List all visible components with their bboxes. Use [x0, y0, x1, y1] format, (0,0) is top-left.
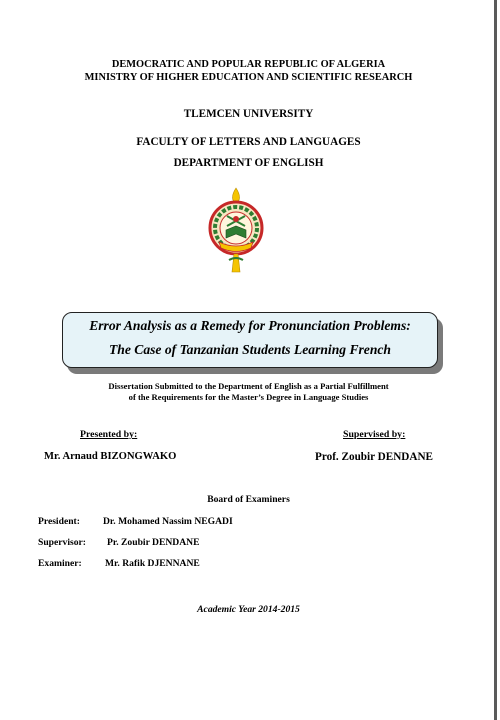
- board-role-examiner: Examiner:: [38, 558, 82, 569]
- department-heading: DEPARTMENT OF ENGLISH: [173, 157, 324, 169]
- board-title: Board of Examiners: [207, 494, 290, 505]
- board-role-supervisor: Supervisor:: [38, 537, 86, 548]
- university-heading: TLEMCEN UNIVERSITY: [183, 108, 314, 120]
- dissertation-line-2: of the Requirements for the Master’s Degree in Language Studies: [128, 392, 369, 402]
- presented-by-label: Presented by:: [80, 429, 138, 440]
- academic-year: Academic Year 2014-2015: [197, 604, 300, 615]
- university-emblem-icon: [207, 186, 265, 276]
- thesis-title-box: [62, 312, 438, 368]
- thesis-title-line-2: The Case of Tanzanian Students Learning French: [108, 342, 391, 357]
- board-name-examiner: Mr. Rafik DJENNANE: [105, 558, 200, 569]
- board-name-supervisor: Pr. Zoubir DENDANE: [107, 537, 200, 548]
- dissertation-line-1: Dissertation Submitted to the Department of English as a Partial Fulfillment: [108, 381, 389, 391]
- board-name-president: Dr. Mohamed Nassim NEGADI: [103, 516, 233, 527]
- faculty-heading: FACULTY OF LETTERS AND LANGUAGES: [136, 136, 361, 148]
- presenter-name: Mr. Arnaud BIZONGWAKO: [44, 451, 177, 462]
- supervisor-name: Prof. Zoubir DENDANE: [315, 451, 433, 463]
- country-heading: DEMOCRATIC AND POPULAR REPUBLIC OF ALGERIA: [111, 59, 386, 70]
- thesis-title-line-1: Error Analysis as a Remedy for Pronunciation Problems:: [89, 318, 411, 333]
- ministry-heading: MINISTRY OF HIGHER EDUCATION AND SCIENTIFIC RESEARCH: [84, 72, 413, 83]
- board-role-president: President:: [38, 516, 80, 527]
- supervised-by-label: Supervised by:: [343, 429, 406, 440]
